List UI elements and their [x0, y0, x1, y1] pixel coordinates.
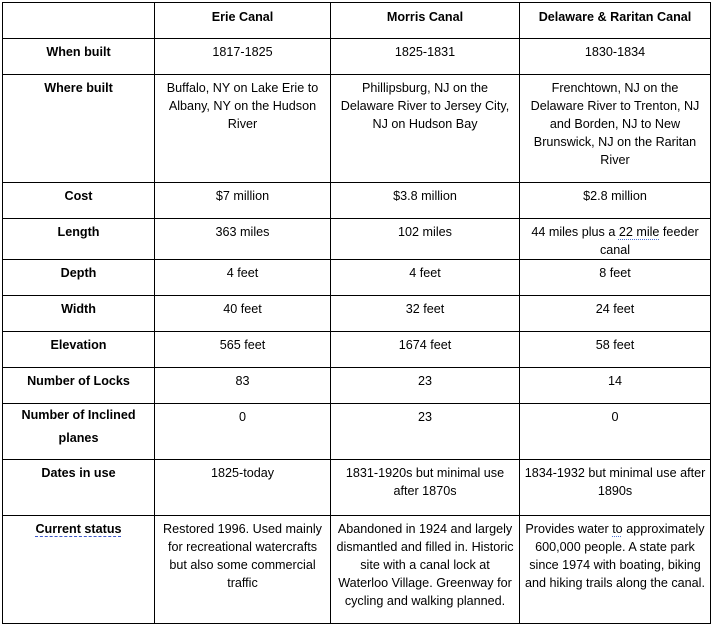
- table-cell: 23: [331, 368, 520, 404]
- table-cell: Buffalo, NY on Lake Erie to Albany, NY on the Hudson River: [155, 75, 331, 183]
- row-current-status: [3, 516, 711, 624]
- status-text-end: approximately 600,000 people. A state park since 1974 with boating, biking and hiking trails along the canal.: [525, 522, 705, 590]
- header-row: [3, 3, 711, 39]
- table-cell: 14: [520, 368, 711, 404]
- row-label: Number of Locks: [3, 368, 155, 404]
- grammar-flagged-text: to: [612, 522, 623, 536]
- row-label: Elevation: [3, 332, 155, 368]
- table-cell: 565 feet: [155, 332, 331, 368]
- table-cell: 23: [331, 404, 520, 460]
- row-label: Dates in use: [3, 460, 155, 516]
- table-cell: [520, 219, 711, 260]
- table-cell: 24 feet: [520, 296, 711, 332]
- row-number-of-locks: [3, 368, 711, 404]
- row-label: Current status: [35, 522, 122, 536]
- table-cell: 58 feet: [520, 332, 711, 368]
- table-cell: 363 miles: [155, 219, 331, 260]
- table-cell: 0: [520, 404, 711, 460]
- table-cell: 0: [155, 404, 331, 460]
- row-dates-in-use: [3, 460, 711, 516]
- table-cell: [520, 516, 711, 624]
- table-cell: 32 feet: [331, 296, 520, 332]
- status-text-start: Provides water: [525, 522, 613, 536]
- row-label-cell: [3, 516, 155, 624]
- column-header-delaware-raritan: Delaware & Raritan Canal: [520, 3, 711, 39]
- row-inclined-planes: [3, 404, 711, 460]
- column-header-erie: Erie Canal: [155, 3, 331, 39]
- row-label: Length: [3, 219, 155, 260]
- grammar-flagged-text: 22 mile: [618, 225, 660, 239]
- table-cell: $2.8 million: [520, 183, 711, 219]
- table-cell: 1817-1825: [155, 39, 331, 75]
- table-cell: 1834-1932 but minimal use after 1890s: [520, 460, 711, 516]
- table-cell: $3.8 million: [331, 183, 520, 219]
- table-cell: Restored 1996. Used mainly for recreational watercrafts but also some commercial traffic: [155, 516, 331, 624]
- row-length: [3, 219, 711, 260]
- table-cell: 4 feet: [331, 260, 520, 296]
- corner-cell: [3, 3, 155, 39]
- length-text-end: feeder canal: [599, 225, 699, 257]
- table-cell: 1830-1834: [520, 39, 711, 75]
- table-cell: Phillipsburg, NJ on the Delaware River to Jersey City, NJ on Hudson Bay: [331, 75, 520, 183]
- column-header-morris: Morris Canal: [331, 3, 520, 39]
- table-cell: 40 feet: [155, 296, 331, 332]
- table-cell: 8 feet: [520, 260, 711, 296]
- row-label: When built: [3, 39, 155, 75]
- table-cell: 83: [155, 368, 331, 404]
- table-cell: 102 miles: [331, 219, 520, 260]
- length-text-start: 44 miles plus a: [531, 225, 619, 239]
- row-label: Number of Inclined planes: [3, 404, 155, 460]
- table-cell: Abandoned in 1924 and largely dismantled and filled in. Historic site with a canal lock at Waterloo Village. Greenway for cycling and walking planned.: [331, 516, 520, 624]
- row-label: Where built: [3, 75, 155, 183]
- table-cell: $7 million: [155, 183, 331, 219]
- table-cell: 4 feet: [155, 260, 331, 296]
- row-depth: [3, 260, 711, 296]
- table-cell: 1825-1831: [331, 39, 520, 75]
- table-cell: 1825-today: [155, 460, 331, 516]
- row-elevation: [3, 332, 711, 368]
- canal-comparison-table: [2, 2, 711, 624]
- table-cell: 1674 feet: [331, 332, 520, 368]
- table-cell: 1831-1920s but minimal use after 1870s: [331, 460, 520, 516]
- row-width: [3, 296, 711, 332]
- row-label: Depth: [3, 260, 155, 296]
- row-where-built: [3, 75, 711, 183]
- row-label: Width: [3, 296, 155, 332]
- row-cost: [3, 183, 711, 219]
- table-cell: Frenchtown, NJ on the Delaware River to Trenton, NJ and Borden, NJ to New Brunswick, NJ on the Raritan River: [520, 75, 711, 183]
- row-label: Cost: [3, 183, 155, 219]
- row-when-built: [3, 39, 711, 75]
